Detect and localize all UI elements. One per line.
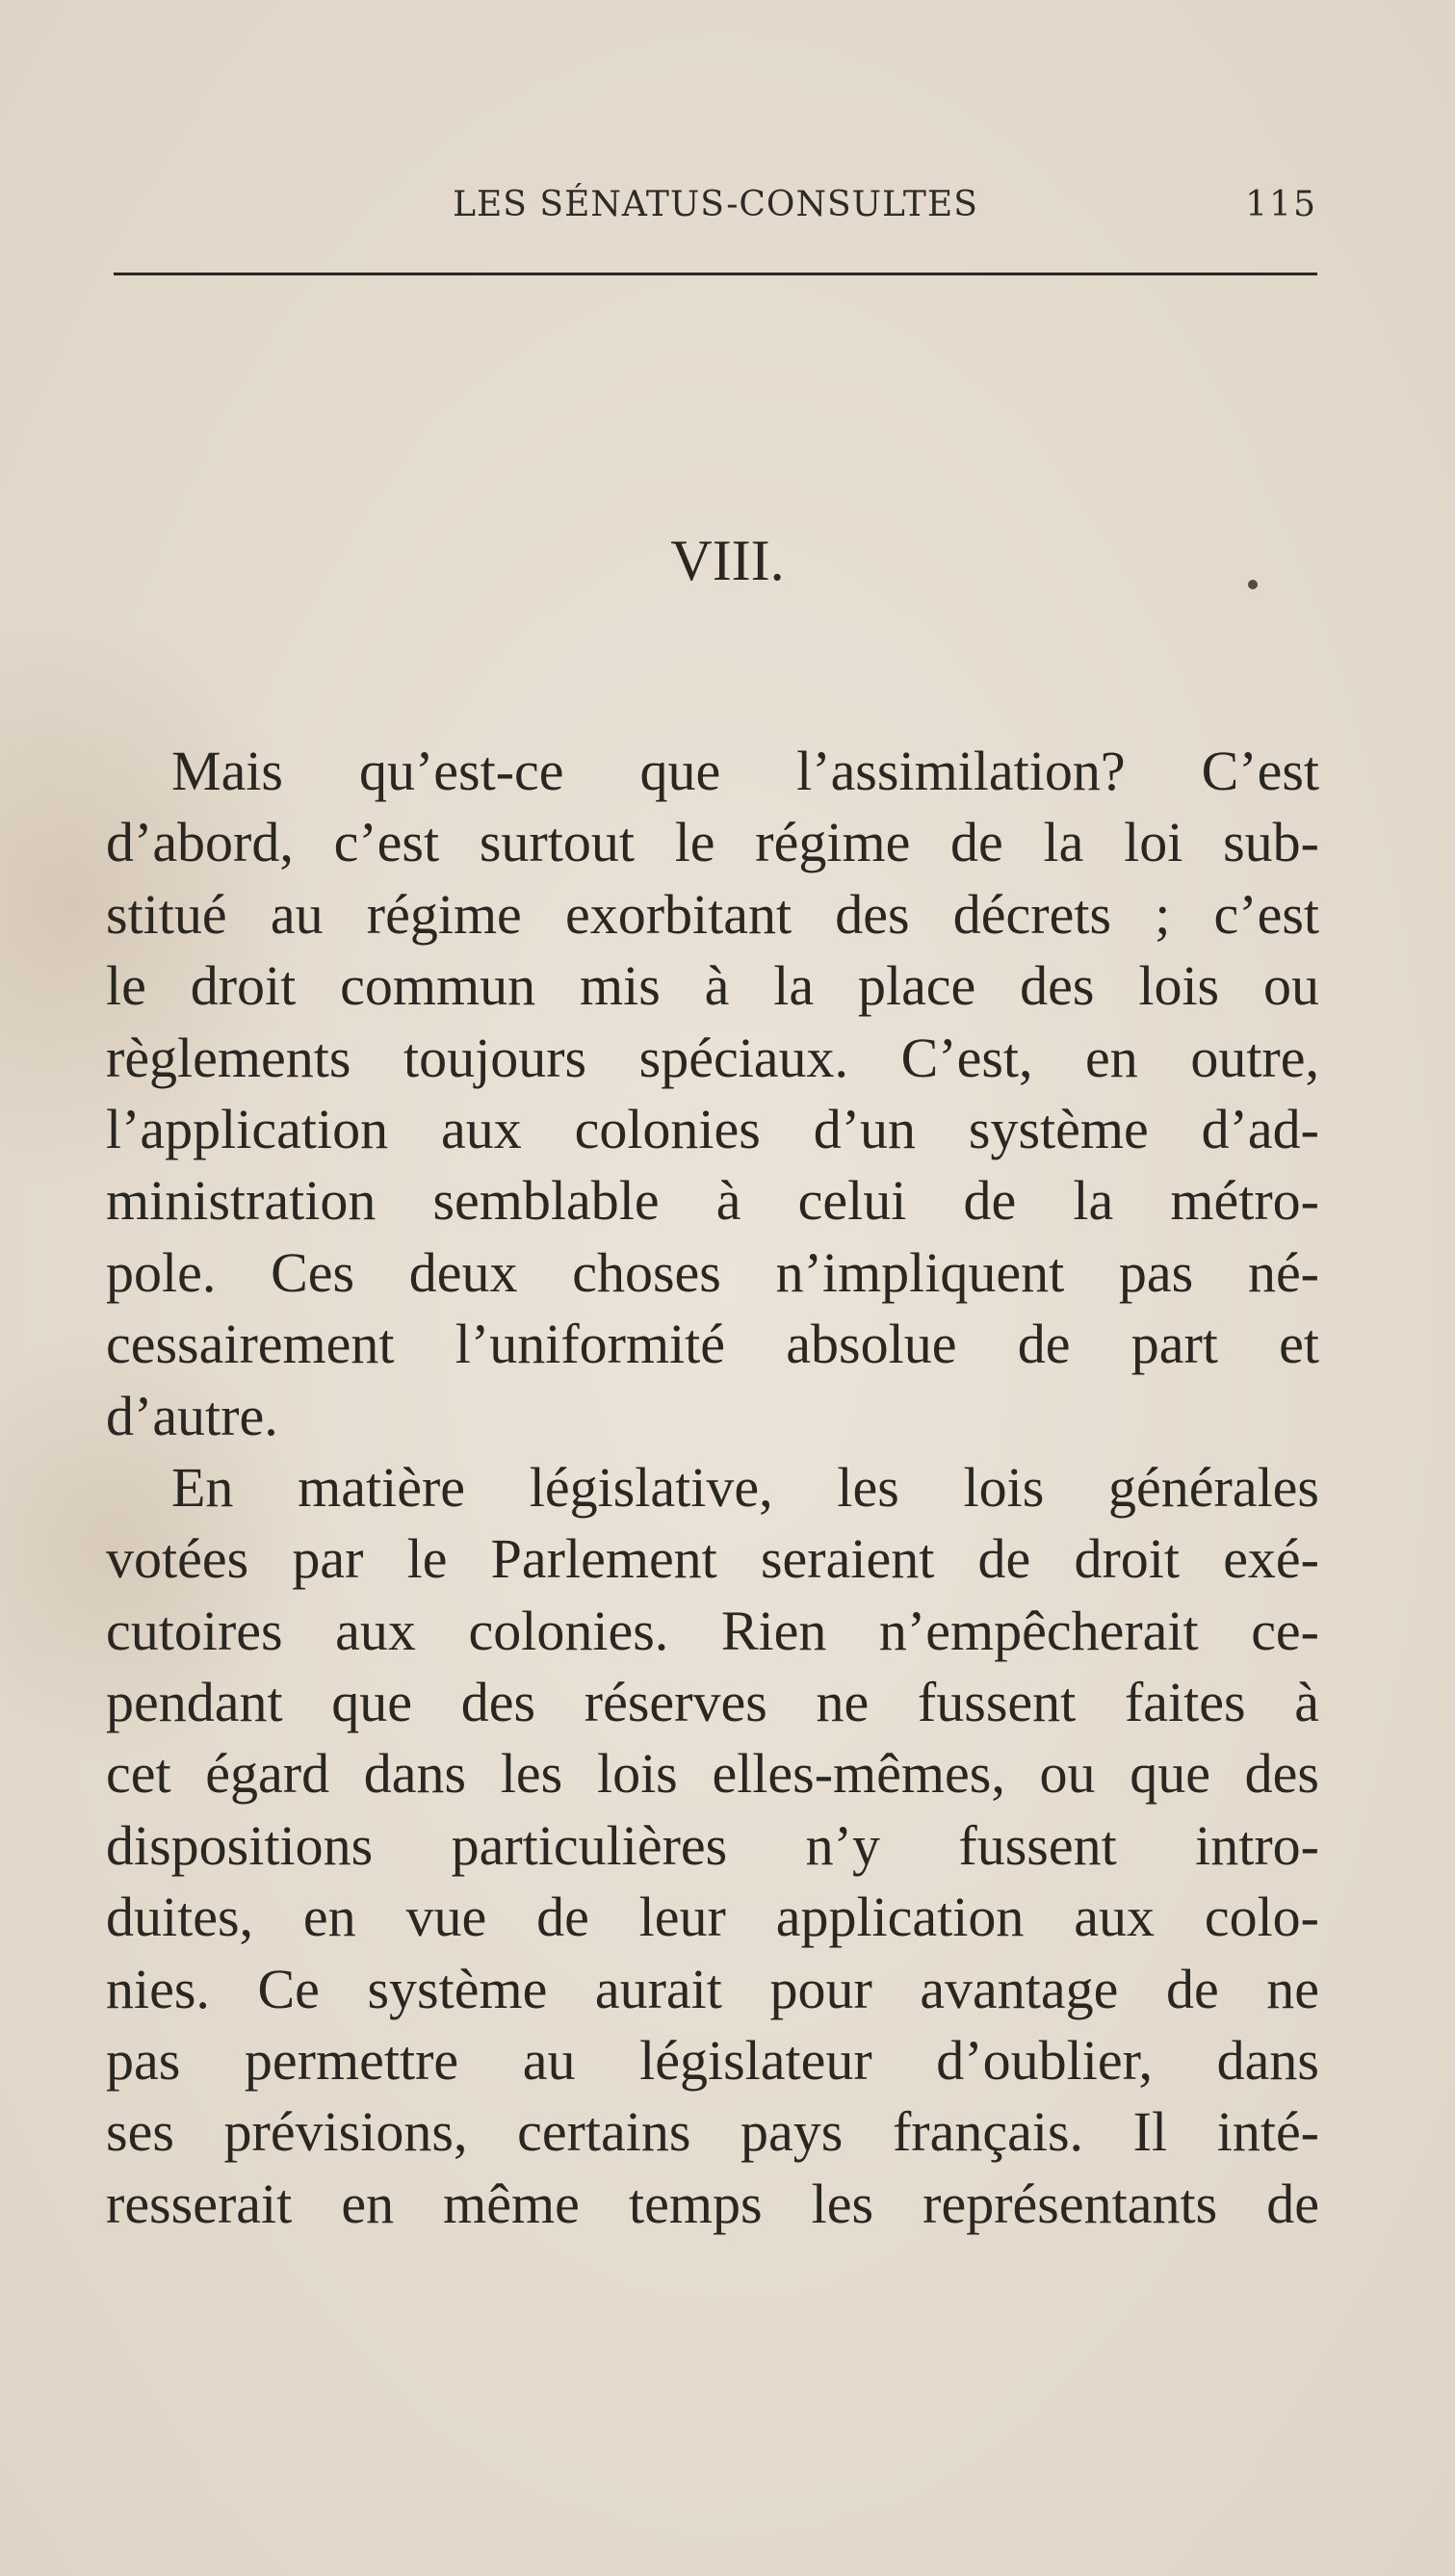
text-line: En matière législative, les lois générales — [171, 1455, 1319, 1519]
text-line: d’autre. — [106, 1384, 278, 1447]
text-line: l’application aux colonies d’un système d’ad- — [106, 1097, 1319, 1160]
text-line: stitué au régime exorbitant des décrets ; c’est — [106, 882, 1319, 946]
text-line: le droit commun mis à la place des lois ou — [106, 954, 1319, 1018]
text-line: pendant que des réserves ne fussent faites à — [106, 1671, 1319, 1734]
text-line: duites, en vue de leur application aux colo- — [106, 1886, 1319, 1949]
text-line: règlements toujours spéciaux. C’est, en outre, — [106, 1026, 1319, 1089]
header-rule — [114, 273, 1317, 275]
text-line: dispositions particulières n’y fussent intro- — [106, 1813, 1319, 1877]
text-line: pas permettre au législateur d’oublier, dans — [106, 2029, 1319, 2093]
text-line: cessairement l’uniformité absolue de part et — [106, 1313, 1319, 1376]
text-line: d’abord, c’est surtout le régime de la loi sub- — [106, 811, 1319, 874]
text-line: ministration semblable à celui de la métro- — [106, 1169, 1319, 1233]
text-line: nies. Ce système aurait pour avantage de ne — [106, 1957, 1319, 2020]
text-line: cet égard dans les lois elles-mêmes, ou que des — [106, 1742, 1319, 1806]
ink-speck — [1248, 580, 1258, 589]
text-line: pole. Ces deux choses n’impliquent pas né- — [106, 1240, 1319, 1304]
page-number: 115 — [1245, 185, 1317, 224]
text-line: ses prévisions, certains pays français. Il inté- — [106, 2100, 1319, 2164]
text-line: cutoires aux colonies. Rien n’empêcherait ce- — [106, 1599, 1319, 1662]
body-text — [106, 736, 1319, 2240]
text-line: resserait en même temps les représentants de — [106, 2172, 1319, 2235]
text-line: Mais qu’est-ce que l’assimilation? C’est — [171, 740, 1319, 802]
running-title: LES SÉNATUS-CONSULTES — [453, 185, 978, 224]
running-head — [114, 185, 1317, 233]
section-number: VIII. — [670, 529, 785, 592]
text-line: votées par le Parlement seraient de droit exé- — [106, 1527, 1319, 1591]
